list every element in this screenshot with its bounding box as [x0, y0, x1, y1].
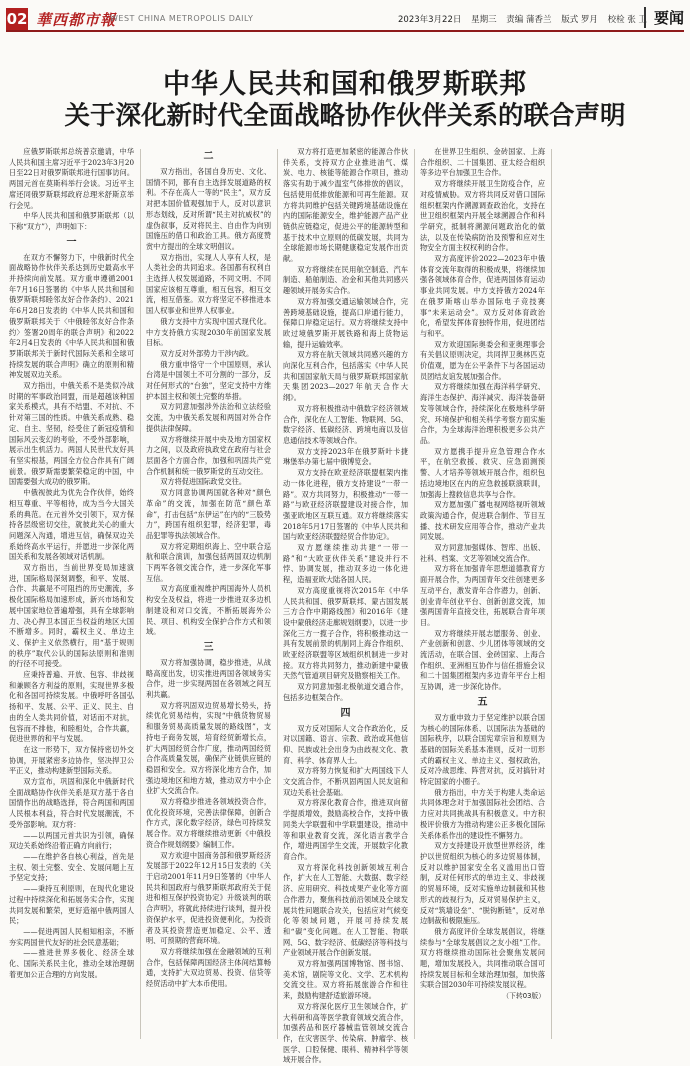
article-paragraph: 俄方指出，中方关于构建人类命运共同体理念对于加强国际社会团结、合力应对共同挑战具有积极意义。中方积极评价俄方为推动构建公正多极化国际关系体系作出的建设性不懈努力。: [420, 787, 545, 840]
layout-credit: 版式 罗月: [561, 15, 598, 25]
article-paragraph: ——促进两国人民相知相亲，不断夯实两国世代友好的社会民意基础；: [9, 926, 134, 947]
article-paragraph: 双方将深化教育合作，推进双向留学提质增效，鼓励高校合作，支持中俄同类大学联盟和中学联盟建设，推动中等和职业教育交流，深化语言教学合作，增进两国学生交流，开展数字化教育合作。: [283, 798, 408, 861]
article-paragraph: 双方将努力恢复和扩大两国线下人文交流合作，不断巩固两国人民友谊和双边关系社会基础。: [283, 766, 408, 797]
article-paragraph: 双方愿携手提升应急管理合作水平，在航空救援、救灾、应急面测预警、人才培养等领域开展合作，组织包括边境地区在内的应急救援联演联训，加强海上搜救信息共享与合作。: [420, 446, 545, 499]
article-column-2: [146, 147, 271, 1040]
article-paragraph: 中俄视彼此为优先合作伙伴，始终相互尊重、平等相待，成为当今大国关系的典范。在元首外交引领下，双方保持各层级密切交往，就彼此关心的重大问题深入沟通，增进互信，确保双边关系始终高水平运行，并愿进一步深化两国关系和发展各领域对话机制。: [9, 488, 134, 562]
article-paragraph: 双方指出，实现人人享有人权，是人类社会的共同追求。各国都有权利自主选择人权发展道路，不同文明、不同国家应该相互尊重，相互包容，相互交流，相互借鉴。双方将坚定不移推进本国人权事业和世界人权事业。: [146, 252, 271, 316]
column-divider: [551, 149, 552, 1039]
article-paragraph: 在世界卫生组织、金砖国家、上海合作组织、二十国集团、亚太经合组织等多边平台加强卫生合作。: [420, 147, 545, 178]
masthead: [6, 6, 684, 32]
section-numeral: 三: [203, 641, 214, 653]
article-paragraph: 在这一形势下，双方保持密切外交协调，开展紧密多边协作，坚决捍卫公平正义，推动构建新型国际关系。: [9, 744, 134, 776]
column-divider: [140, 149, 141, 1039]
article-body: [9, 147, 683, 1065]
article-paragraph: 双方支持2023年在俄罗斯叶卡捷琳堡举办第七届中俄博览会。: [283, 446, 408, 467]
article-paragraph: 双方将加强协调，稳步推进，从战略高度出发，切实推进两国各领域务实合作，进一步实现两国在各领域之间互利共赢。: [146, 657, 271, 700]
newspaper-logo: 華西都市報: [36, 11, 117, 29]
article-paragraph: 双方将巩固双边贸易增长势头，持续优化贸易结构，实现“中俄货物贸易和服务贸易高质量发展的路线图”，支持电子商务发展，培育经贸新增长点，扩大两国经贸合作广度，推动两国经贸合作高质量发展，确保产业链供应链的稳固和安全。双方将深化地方合作，加强边境地区和地方城，推动双方中小企业扩大交流合作。: [146, 700, 271, 796]
article-paragraph: 双方宣布，巩固和深化中俄新时代全面战略协作伙伴关系是双方基于各自国情作出的战略选择，符合两国和两国人民根本利益，符合时代发展潮流，不受外部影响。双方将：: [9, 777, 134, 829]
article-column-4: [420, 147, 545, 1040]
article-paragraph: 应秉持普遍、开放、包容、非歧视和兼顾各方利益的原则，实现世界多极化和各国可持续发展。中俄呼吁各国弘扬和平、发展、公平、正义、民主、自由的全人类共同价值，对话而不对抗，包容而不排他，和睦相处，合作共赢，促进世界的和平与发展。: [9, 670, 134, 744]
article-paragraph: 双方愿加强广播电视网络视听领域政策沟通合作，促进联合制作、节目互播、技术研发应用等合作，推动产业共同发展。: [420, 500, 545, 542]
headline-line-1: 中华人民共和国和俄罗斯联邦: [163, 69, 527, 100]
article-paragraph: 双方同意加强北极航道交通合作，包括多边框架合作。: [283, 682, 408, 702]
issue-weekday: 星期三: [471, 15, 497, 25]
article-paragraph: 双方高度评价2022—2023年中俄体育交流年取得的积极成果，将继续加强各领域体育合作，促进两国体育运动事业共同发展。中方支持俄方2024年在俄罗斯喀山举办国际电子竞技赛事“未来运动会”。双方反对体育政治化，希望发挥体育独特作用，促进团结与和平。: [420, 254, 545, 338]
article-paragraph: 在双方不懈努力下，中俄新时代全面战略协作伙伴关系达到历史最高水平并持续向前发展。双方重申遵循2001年7月16日签署的《中华人民共和国和俄罗斯联邦睦邻友好合作条约》、2021年6月28日发表的《中华人民共和国和俄罗斯联邦关于〈中俄睦邻友好合作条约〉签署20周年的联合声明》和2022年2月4日发表的《中华人民共和国和俄罗斯联邦关于新时代国际关系和全球可持续发展的联合声明》确立的原则和精神发展双边关系。: [9, 252, 134, 380]
article-paragraph: 双方欢迎中国商务部和俄罗斯经济发展部于2022年12月15日发表的《关于启动2001年11月9日签署的《中华人民共和国政府与俄罗斯联邦政府关于促进和相互保护投资协定》升级谈判的联合声明》，将就此持续进行谈判，提升投资保护水平，促进投资便利化，为投资者及其投资营造更加稳定、公平、透明、可预期的营商环境。: [146, 850, 271, 946]
article-paragraph: 双方指出，当前世界变局加速演进，国际格局深刻调整，和平、发展、合作、共赢是不可阻挡的历史潮流，多极化国际格局加速形成，新兴市场和发展中国家地位普遍增强，具有全球影响力、决心捍卫本国正当权益的地区大国不断增多。同时，霸权主义、单边主义、保护主义依然横行，用“基于规则的秩序”取代公认的国际法原则和准则的行径不可接受。: [9, 563, 134, 669]
article-paragraph: ——以两国元首共识为引领，确保双边关系始终沿着正确方向前行；: [9, 830, 134, 851]
article-paragraph: 双方同意加强媒体、智库、出版、社科、档案、文艺等领域交流合作。: [420, 543, 545, 563]
article-paragraph: 双方高度重视维护两国海外人员机构安全及权益，将进一步推进双多边机制建设和对口交流，不断拓展海外公民、项目、机构安全保护合作方式和领域。: [146, 584, 271, 637]
editor-credit: 责编 蒲香兰: [506, 15, 552, 25]
headline-line-2: 关于深化新时代全面战略协作伙伴关系的联合声明: [64, 101, 626, 131]
newspaper-name-en: WEST CHINA METROPOLIS DAILY: [110, 14, 254, 23]
article-paragraph: 应俄罗斯联邦总统普京邀请，中华人民共和国主席习近平于2023年3月20日至22日对俄罗斯联邦进行国事访问。两国元首在莫斯科举行会谈。习近平主席还同俄罗斯联邦政府总理米舒斯京举行会见。: [9, 147, 134, 210]
article-column-3: [283, 147, 408, 1065]
issue-meta: [398, 13, 654, 25]
article-paragraph: 双方反对国际人文合作政治化，反对以国籍、语言、宗教、政治或其他信仰、民族或社会出身为由歧视文化、教育、科学、体育界人士。: [283, 723, 408, 765]
section-numeral: 一: [66, 236, 77, 248]
article-paragraph: 双方欢迎国际奥委会和亚奥理事会有关倡议原则决定，共同捍卫奥林匹克价值观，愿为在公平条件下与各国运动员团结友谊发展加强合作。: [420, 339, 545, 381]
article-paragraph: 双方支持建设开放型世界经济，维护以世贸组织为核心的多边贸易体制，反对以维护国家安全名义滥用出口管制，反对任何形式的单边主义、非歧视的贸易环境，反对实施单边制裁和其他形式的歧视行为，反对贸易保护主义，反对“筑墙设垒”、“脱钩断链”，反对单边制裁和极限施压。: [420, 841, 545, 926]
article-paragraph: 双方重申致力于坚定维护以联合国为核心的国际体系、以国际法为基础的国际秩序，以联合国宪章宗旨和原则为基础的国际关系基本准则，反对一切形式的霸权主义、单边主义、强权政治，反对冷战思维、阵营对抗，反对搞针对特定国家的小圈子。: [420, 712, 545, 787]
continued-note: （下转03版）: [502, 992, 545, 1001]
column-divider: [414, 149, 415, 1039]
section-numeral: 五: [477, 696, 488, 708]
article-paragraph: 双方将打造更加紧密的能源合作伙伴关系，支持双方企业推进油气、煤炭、电力、核能等能源合作项目，推动落实有助于减少温室气体排放的倡议，包括使用低排放能源和可再生能源。双方将共同维护包括关键跨境基础设施在内的国际能源安全，维护能源产品产业链供应链稳定，促进公平的能源转型和基于技术中立原则的低碳发展，共同为全球能源市场长期健康稳定发展作出贡献。: [283, 147, 408, 264]
article-paragraph: 双方将继续开展志愿服务、创业、产业创新和创意、少儿团体等领域的交流活动，在联合国、金砖国家、上海合作组织、亚洲相互协作与信任措施会议和二十国集团框架内多边青年平台上相互协调，进一步深化协作。: [420, 628, 545, 692]
article-paragraph: 双方同意加强涉外法治和立法经验交流，为中俄关系发展和两国对外合作提供法律保障。: [146, 402, 271, 433]
article-paragraph: 双方将促进国际政党交往。: [160, 477, 246, 487]
article-paragraph: 俄方高度评价全球发展倡议，将继续参与“全球发展倡议之友小组”工作。双方将继续推动国际社会聚焦发展问题，增加发展投入，共同推动联合国可持续发展目标和全球治理加强，加快落实联合国2030年可持续发展议程。: [420, 926, 545, 990]
article-paragraph: 双方愿继续推动共建“一带一路”和“大欧亚伙伴关系”建设并行不悖、协调发展，推动双多边一体化进程，造福亚欧大陆各国人民。: [283, 543, 408, 585]
article-paragraph: 双方将继续在民用航空制造、汽车制造、船舶制造、冶金和其他共同感兴趣领域开展务实合作。: [283, 264, 408, 296]
article-column-5: [557, 147, 682, 1040]
article-paragraph: 双方将继续加强在金融领域的互利合作，包括保障两国经济主体间结算畅通，支持扩大双边贸易、投资、信贷等经贸活动中扩大本币使用。: [146, 946, 271, 989]
article-paragraph: 双方将积极推动中俄数字经济领域合作，深化在人工智能、物联网、5G、数字经济、低碳经济、跨境电商以及信息通信技术等领域合作。: [283, 403, 408, 445]
article-paragraph: 双方高度重视将次2015年《中华人民共和国、俄罗斯联邦、蒙古国发展三方合作中期路线图》和2016年《建设中蒙俄经济走廊规划纲要》，以进一步深化三方一揽子合作，将积极推动这一具有发展前景的机制同上海合作组织、欧亚经济联盟等区域组织机制进一步对接。双方将共同努力，推动新建中蒙俄天然气管道项目研究及勘察相关工作。: [283, 585, 408, 681]
section-numeral: 二: [203, 151, 214, 162]
article-paragraph: 双方将在航天领域共同感兴趣的方向深化互利合作，包括落实《中华人民共和国国家航天局与俄罗斯联邦国家航天集团2023—2027年航天合作大纲》。: [283, 350, 408, 403]
article-paragraph: 双方将继续开展卫生防疫合作，应对疫情威胁。双方将共同反对借口国际组织框架内作溯源调查政治化，支持在世卫组织框架内开展全球溯源合作和科学研究，抵制将溯源问题政治化的做法，以及在传染病防治及预警和应对生物安全方面主权权利的合作。: [420, 179, 545, 253]
issue-date: 2023年3月22日: [398, 15, 462, 25]
article-paragraph: ——秉持互利原则，在现代化建设过程中持续深化和拓展务实合作，实现共同发展和繁荣，更好造福中俄两国人民；: [9, 884, 134, 926]
article-paragraph: 双方将在加强青年思想道德教育方面开展合作，为两国青年交往创建更多互动平台，激发青年合作潜力，创新、创业青年创业平台、创新创意交流，加强两国青年直接交往，拓展联合青年项目。: [420, 564, 545, 627]
column-divider: [277, 149, 278, 1039]
article-paragraph: 中华人民共和国和俄罗斯联邦（以下称“双方”），声明如下：: [9, 211, 134, 231]
article-paragraph: 双方指出，各国自身历史、文化、国情不同，都有自主选择发展道路的权利。不存在高人一等的“民主”，双方反对把本国价值观强加于人，反对以意识形态划线，反对所谓“民主对抗威权”的虚伪叙事，反对将民主、自由作为向别国施压的借口和政治工具。俄方高度赞赏中方提出的全球文明倡议。: [146, 167, 271, 251]
article-paragraph: 双方指出，中俄关系不是类似冷战时期的军事政治同盟，而是超越该种国家关系模式，具有不结盟、不对抗、不针对第三国的性质。中俄关系成熟、稳定、自主、坚韧，经受住了新冠疫情和国际风云变幻的考验，不受外部影响，展示出生机活力。两国人民世代友好具有坚实根基，两国全方位合作具有广阔前景。俄罗斯需要繁荣稳定的中国，中国需要强大成功的俄罗斯。: [9, 381, 134, 487]
article-paragraph: 双方支持在欧亚经济联盟框架内推动一体化进程，俄方支持建设“一带一路”。双方共同努力，积极推动“一带一路”与欧亚经济联盟建设对接合作，加强亚欧地区互联互通。双方将继续落实2018年5月17日签署的《中华人民共和国与欧亚经济联盟经贸合作协定》。: [283, 468, 408, 542]
article-paragraph: 双方同意协调两国就各种对“颜色革命”的交流，加强在防范“颜色革命”，打击包括“东伊运”在内的“三股势力”，跨国有组织犯罪，经济犯罪，毒品犯罪等执法领域合作。: [146, 488, 271, 540]
article-paragraph: 双方将稳步推进各领域投资合作，优化投资环境，完善法律保障，创新合作方式，深化数字经济，绿色可持续发展合作。双方将继续推动更新《中俄投资合作规划纲要》编制工作。: [146, 797, 271, 849]
article-paragraph: 双方将继续开展中央及地方国家权力之间，以及政府执政党在政府与社会层面各个方面合作，加强和巩固共产党合作机制和统一俄罗斯党的互动交往。: [146, 434, 271, 476]
article-paragraph: ——推进世界多极化、经济全球化、国际关系民主化，推动全球治理朝着更加公正合理的方向发展。: [9, 948, 134, 979]
article-paragraph: 双方将深化科技创新领域互利合作，扩大在人工智能、大数据、数字经济、应用研究、科技成果产业化等方面合作潜力，聚焦科技前沿领域及全球发展共性问题联合攻关，包括应对气候变化等领域问题，开展可持续发展和“碳”变化问题。在人工智能、物联网、5G、数字经济、低碳经济等科技与产业领域开展合作创新发展。: [283, 862, 408, 958]
article-paragraph: 双方将深化医疗卫生领域合作，扩大科研和高等医学教育领域交流合作，加强药品和医疗器械监管领域交流合作，在灾害医学、传染病、肿瘤学、核医学、口腔保健、眼科、精神科学等领域开展合作。: [283, 1001, 408, 1065]
article-paragraph: 俄方支持中方实现中国式现代化。中方支持俄方实现2030年前国家发展目标。: [146, 316, 271, 348]
section-name: 要闻: [644, 7, 684, 28]
article-paragraph: 双方将定期组织海上、空中联合巡航和联合演训，加强包括两国双边机制下两军各领交流合作，进一步深化军事互信。: [146, 541, 271, 583]
article-paragraph: 双方将加强两国博物馆、图书馆、美术馆，剧院等文化、文学、艺术机构交流交往。双方将拓展旅游合作和往来，鼓励构建舒适旅游环境。: [283, 959, 408, 1001]
section-numeral: 四: [340, 707, 351, 719]
proof-credit: 校检 张 卫: [607, 15, 647, 25]
article-paragraph: 双方将继续加强在海洋科学研究、海洋生态保护、海洋减灾、海洋装备研发等领域合作，持续深化在极地科学研究、环境保护和相关科学考察方面实施合作，为全球海洋治理积极更多公共产品。: [420, 382, 545, 445]
article-paragraph: 双方反对外部势力干涉内政。: [160, 348, 254, 358]
article-column-1: [9, 147, 134, 1040]
page-number: 02: [6, 10, 28, 28]
article-paragraph: ——在维护各自核心利益，首先是主权、领土完整、安全、发展问题上互予坚定支持；: [9, 852, 134, 883]
article-paragraph: 双方将加强交通运输领域合作，完善跨境基础设施，提高口岸通行能力，保障口岸稳定运行。双方将继续支持中欧过境俄罗斯开展铁路和海上货物运输，提升运输效率。: [283, 296, 408, 349]
article-paragraph: 俄方重申恪守一个中国原则，承认台湾是中国领土不可分割的一部分，反对任何形式的“台独”，坚定支持中方维护本国主权和领土完整的举措。: [146, 359, 271, 401]
